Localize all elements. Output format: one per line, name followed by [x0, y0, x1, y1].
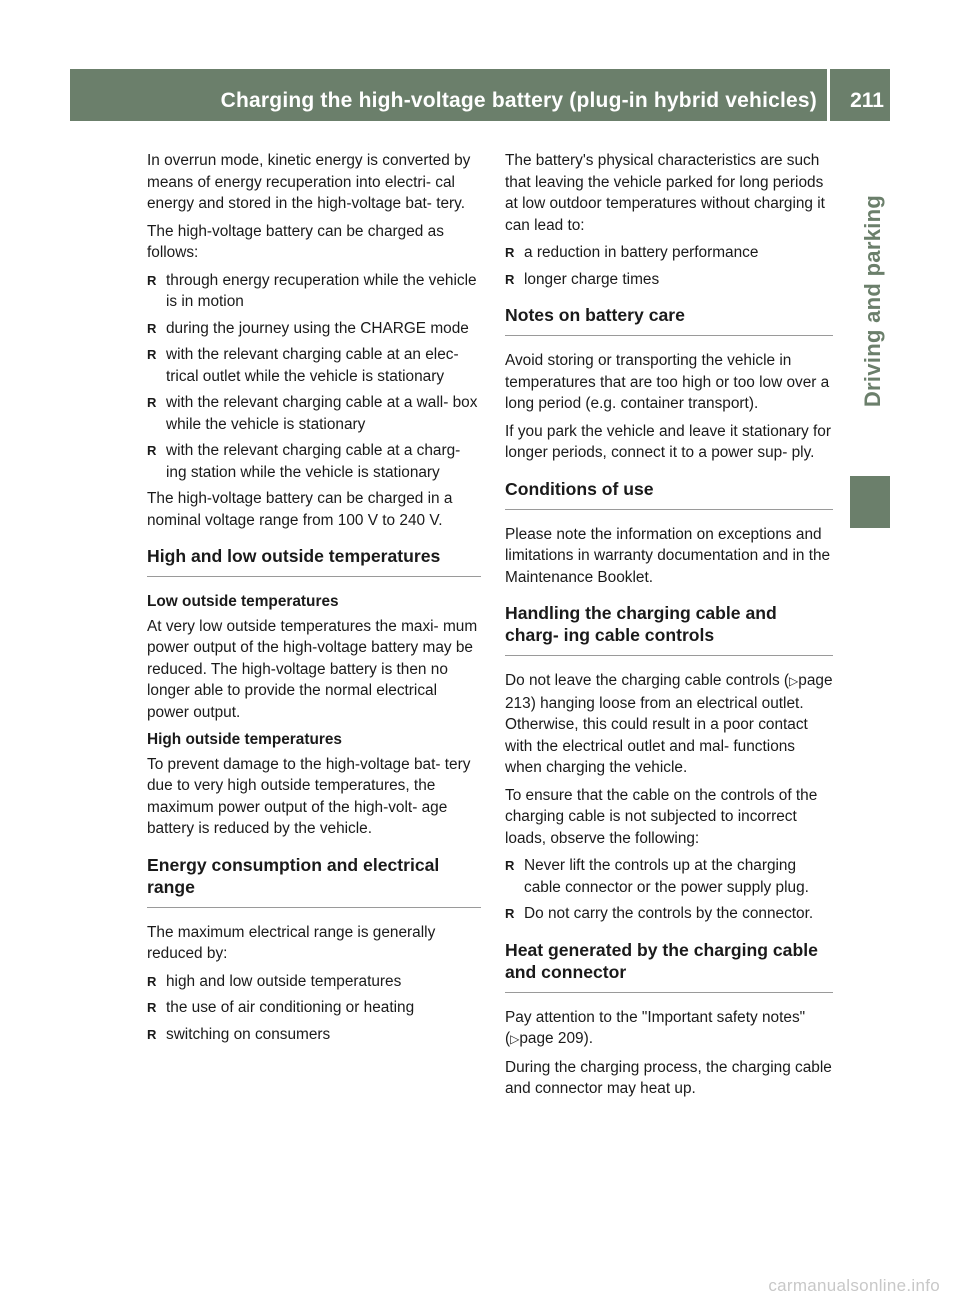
bullet-icon: R — [505, 906, 515, 921]
list-item: R during the journey using the CHARGE mode — [147, 318, 481, 340]
page-reference-arrow-icon: ▷ — [789, 674, 799, 688]
paragraph: Please note the information on exceptions and limitations in warranty documentation and in the Maintenance Booklet. — [505, 525, 831, 586]
paragraph: The high-voltage battery can be charged as follows: — [147, 222, 444, 261]
paragraph: To ensure that the cable on the controls of the charging cable is not subjected to incorrect loads, observe the following: — [505, 786, 818, 847]
list-item: R a reduction in battery performance — [505, 242, 833, 264]
footer-watermark: carmanualsonline.info — [768, 1276, 940, 1295]
bullet-icon: R — [505, 271, 515, 287]
page-header — [70, 69, 890, 121]
bullet-icon: R — [147, 320, 157, 336]
list-item: R switching on consumers — [147, 1024, 481, 1046]
page-reference-link[interactable]: page 213 — [505, 672, 833, 712]
side-tab-marker — [850, 476, 890, 528]
paragraph: The battery's physical characteristics are such that leaving the vehicle parked for long periods at low outdoor temperatures without charging it can lead to: — [505, 152, 825, 234]
header-title: Charging the high-voltage battery (plug-in hybrid vehicles) — [220, 89, 817, 112]
paragraph: To prevent damage to the high-voltage bat- tery due to very high outside temperatures, the maximum power output of the high-volt- age battery is reduced by the vehicle. — [147, 755, 471, 837]
list-item: R with the relevant charging cable at a wall- box while the vehicle is stationary — [147, 392, 481, 435]
bullet-icon: R — [147, 395, 157, 410]
page-reference-arrow-icon: ▷ — [510, 1032, 520, 1046]
header-divider — [827, 69, 830, 121]
section-heading: Conditions of use — [505, 478, 833, 510]
page-number: 211 — [850, 89, 884, 112]
list-item: R Do not carry the controls by the connector. — [505, 903, 833, 925]
list-item: R longer charge times — [505, 269, 833, 291]
paragraph: At very low outside temperatures the maxi- mum power output of the high-voltage battery may be reduced. The high-voltage battery is then no longer able to provide the normal electrical power output. — [147, 617, 478, 721]
right-column — [505, 150, 833, 1106]
paragraph: The maximum electrical range is generally reduced by: — [147, 923, 436, 962]
paragraph: Pay attention to the "Important safety notes" (▷page 209). — [505, 1008, 806, 1047]
bullet-icon: R — [147, 443, 157, 458]
section-side-tab — [836, 121, 890, 481]
bullet-icon: R — [147, 1026, 157, 1042]
page-reference-link[interactable]: page 209 — [519, 1030, 584, 1047]
list-item: R high and low outside temperatures — [147, 971, 481, 993]
paragraph: The high-voltage battery can be charged in a nominal voltage range from 100 V to 240 V. — [147, 490, 453, 529]
section-heading: Notes on battery care — [505, 304, 833, 336]
list-item: R the use of air conditioning or heating — [147, 997, 481, 1019]
list-item: R through energy recuperation while the vehicle is in motion — [147, 270, 481, 313]
paragraph: Do not leave the charging cable controls (▷page 213) hanging loose from an electrical outlet. Otherwise, this could result in a poor contact with the electrical outlet and mal- functions when charging the vehicle. — [505, 672, 833, 776]
left-column — [147, 150, 481, 1050]
subheading: Low outside temperatures — [147, 593, 339, 610]
paragraph: In overrun mode, kinetic energy is converted by means of energy recuperation into electri- cal energy and stored in the high-voltage bat- tery. — [147, 152, 471, 212]
section-heading: Energy consumption and electrical range — [147, 854, 481, 908]
section-heading: Heat generated by the charging cable and connector — [505, 939, 833, 993]
paragraph: If you park the vehicle and leave it stationary for longer periods, connect it to a power sup- ply. — [505, 422, 831, 461]
bullet-icon: R — [147, 1000, 157, 1015]
paragraph: Avoid storing or transporting the vehicle in temperatures that are too high or too low over a long period (e.g. container transport). — [505, 352, 830, 412]
bullet-icon: R — [147, 347, 157, 362]
list-item: R Never lift the controls up at the charging cable connector or the power supply plug. — [505, 855, 833, 898]
bullet-icon: R — [505, 245, 515, 260]
section-heading: High and low outside temperatures — [147, 545, 481, 577]
paragraph: During the charging process, the charging cable and connector may heat up. — [505, 1058, 832, 1097]
section-heading: Handling the charging cable and charg- ing cable controls — [505, 602, 833, 656]
bullet-icon: R — [147, 973, 157, 989]
bullet-icon: R — [505, 858, 515, 873]
list-item: R with the relevant charging cable at an elec- trical outlet while the vehicle is stationary — [147, 344, 481, 387]
bullet-icon: R — [147, 272, 157, 288]
list-item: R with the relevant charging cable at a charg- ing station while the vehicle is stationary — [147, 440, 481, 483]
side-tab-label: Driving and parking — [860, 194, 885, 408]
subheading: High outside temperatures — [147, 731, 342, 748]
